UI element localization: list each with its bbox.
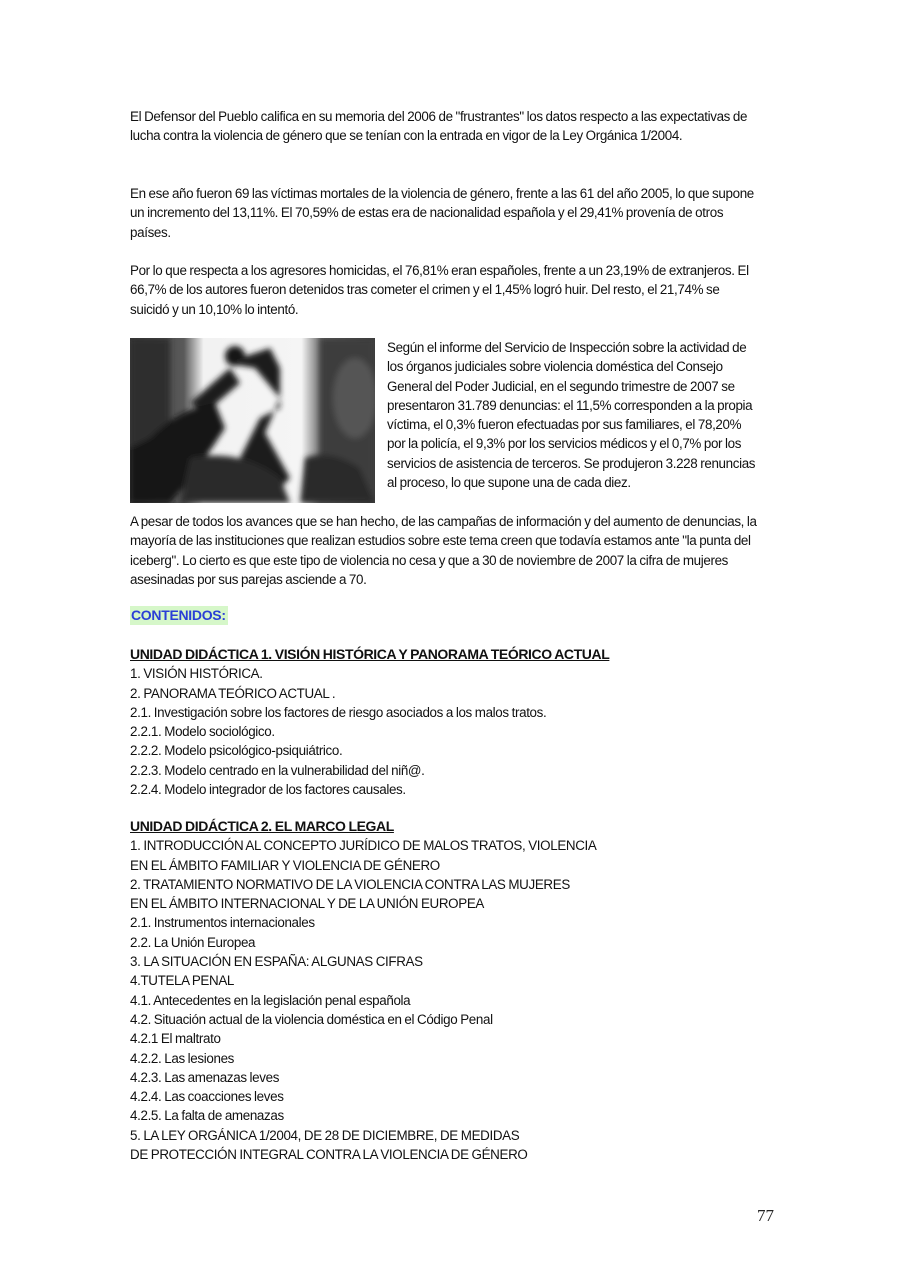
unit-2-item: 4.2.2. Las lesiones <box>130 1050 235 1066</box>
paragraph-defensor-pueblo: El Defensor del Pueblo califica en su memoria del 2006 de "frustrantes" los datos respecto a las expectativas de lucha contra la violencia de género que se tenían con la entrada en vigor de la Ley Orgánica 1/2004. <box>130 109 748 144</box>
page-number: 77 <box>757 1206 774 1225</box>
unit-2-title: UNIDAD DIDÁCTICA 2. EL MARCO LEGAL <box>130 818 394 834</box>
unit-2-items <box>130 836 770 1164</box>
violence-scene-photo <box>130 338 375 503</box>
unit-2-item: 4.TUTELA PENAL <box>130 973 235 989</box>
unit-2-item: 4.2.3. Las amenazas leves <box>130 1069 280 1085</box>
unit-1-item: 2.1. Investigación sobre los factores de riesgo asociados a los malos tratos. <box>130 704 547 720</box>
unit-1-items <box>130 664 770 799</box>
paragraph-victimas-2006: En ese año fueron 69 las víctimas mortales de la violencia de género, frente a las 61 del año 2005, lo que supone un incremento del 13,11%. El 70,59% de estas era de nacionalidad española y el 29,41% provenía de otros países. <box>130 186 754 240</box>
unit-2-item: 3. LA SITUACIÓN EN ESPAÑA: ALGUNAS CIFRAS <box>130 954 423 970</box>
unit-2-item: 1. INTRODUCCIÓN AL CONCEPTO JURÍDICO DE MALOS TRATOS, VIOLENCIA <box>130 838 597 854</box>
unit-1-section <box>130 645 770 799</box>
unit-2-item: 4.2.5. La falta de amenazas <box>130 1108 284 1124</box>
contents-heading: CONTENIDOS: <box>131 607 226 623</box>
paragraph-informe-cgpj: Según el informe del Servicio de Inspección sobre la actividad de los órganos judiciales sobre violencia doméstica del Consejo General del Poder Judicial, en el segundo trimestre de 2007 se presentaron 31.789 denuncias: el 11,5% corresponden a la propia víctima, el 0,3% fueron efectuadas por sus familiares, el 78,20% por la policía, el 9,3% por los servicios médicos y el 0,7% por los servicios de asistencia de terceros. Se produjeron 3.228 renuncias al proceso, lo que supone una de cada diez. <box>387 340 756 491</box>
unit-2-item: 4.1. Antecedentes en la legislación penal española <box>130 992 411 1008</box>
unit-2-section <box>130 817 770 1164</box>
unit-2-item: EN EL ÁMBITO INTERNACIONAL Y DE LA UNIÓN EUROPEA <box>130 896 484 912</box>
unit-2-item: EN EL ÁMBITO FAMILIAR Y VIOLENCIA DE GÉNERO <box>130 857 440 873</box>
unit-2-item: 5. LA LEY ORGÁNICA 1/2004, DE 28 DE DICIEMBRE, DE MEDIDAS <box>130 1127 520 1143</box>
unit-2-item: 4.2.4. Las coacciones leves <box>130 1089 284 1105</box>
unit-2-item: 4.2.1 El maltrato <box>130 1031 221 1047</box>
unit-1-item: 2.2.2. Modelo psicológico-psiquiátrico. <box>130 743 343 759</box>
unit-2-item: DE PROTECCIÓN INTEGRAL CONTRA LA VIOLENCIA DE GÉNERO <box>130 1147 528 1163</box>
unit-2-item: 2. TRATAMIENTO NORMATIVO DE LA VIOLENCIA CONTRA LAS MUJERES <box>130 876 570 892</box>
unit-2-item: 2.1. Instrumentos internacionales <box>130 915 315 931</box>
paragraph-punta-iceberg: A pesar de todos los avances que se han hecho, de las campañas de información y del aumento de denuncias, la mayoría de las instituciones que realizan estudios sobre este tema creen que todavía estamos ante "la punta del iceberg". Lo cierto es que este tipo de violencia no cesa y que a 30 de noviembre de 2007 la cifra de mujeres asesinadas por sus parejas asciende a 70. <box>130 514 757 587</box>
unit-2-item: 2.2. La Unión Europea <box>130 934 256 950</box>
unit-1-title: UNIDAD DIDÁCTICA 1. VISIÓN HISTÓRICA Y PANORAMA TEÓRICO ACTUAL <box>130 646 610 662</box>
unit-1-item: 2.2.4. Modelo integrador de los factores causales. <box>130 782 406 798</box>
unit-2-item: 4.2. Situación actual de la violencia doméstica en el Código Penal <box>130 1011 493 1027</box>
paragraph-agresores: Por lo que respecta a los agresores homicidas, el 76,81% eran españoles, frente a un 23,19% de extranjeros. El 66,7% de los autores fueron detenidos tras cometer el crimen y el 1,45% logró huir. Del resto, el 21,74% se suicidó y un 10,10% lo intentó. <box>130 263 749 317</box>
unit-1-item: 2.2.1. Modelo sociológico. <box>130 724 275 740</box>
unit-1-item: 2. PANORAMA TEÓRICO ACTUAL . <box>130 685 336 701</box>
unit-1-item: 2.2.3. Modelo centrado en la vulnerabilidad del niñ@. <box>130 762 425 778</box>
unit-1-item: 1. VISIÓN HISTÓRICA. <box>130 666 263 682</box>
